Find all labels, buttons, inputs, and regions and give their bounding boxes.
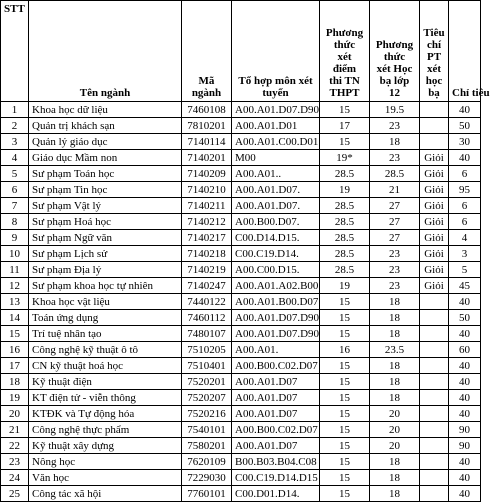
cell-tieu-chi: Giỏi <box>420 262 449 278</box>
table-body <box>1 102 481 502</box>
cell-to-hop: A00.A01.D01 <box>232 118 320 134</box>
header-pt-hb <box>370 1 420 102</box>
cell-chi-tieu: 40 <box>449 486 481 502</box>
cell-diem-hoc-ba: 18 <box>370 390 420 406</box>
cell-diem-tn: 28.5 <box>320 166 370 182</box>
cell-stt: 25 <box>1 486 29 502</box>
cell-diem-tn: 15 <box>320 102 370 118</box>
cell-stt: 11 <box>1 262 29 278</box>
cell-ten-nganh: Sư phạm Vật lý <box>29 198 182 214</box>
cell-ma-nganh: 7440122 <box>182 294 232 310</box>
header-tieu-chi-line: PT <box>426 51 442 63</box>
cell-ten-nganh: Giáo dục Mầm non <box>29 150 182 166</box>
cell-diem-hoc-ba: 18 <box>370 310 420 326</box>
cell-to-hop: A00.C00.D15. <box>232 262 320 278</box>
cell-diem-hoc-ba: 21 <box>370 182 420 198</box>
cell-diem-hoc-ba: 18 <box>370 486 420 502</box>
cell-stt: 19 <box>1 390 29 406</box>
cell-diem-hoc-ba: 23 <box>370 246 420 262</box>
cell-diem-tn: 15 <box>320 326 370 342</box>
cell-to-hop: A00.A01.. <box>232 166 320 182</box>
header-ma-nganh <box>182 1 232 102</box>
cell-to-hop: A00.B00.C02.D07 <box>232 422 320 438</box>
cell-diem-hoc-ba: 23.5 <box>370 342 420 358</box>
cell-chi-tieu: 6 <box>449 198 481 214</box>
cell-ma-nganh: 7140201 <box>182 150 232 166</box>
cell-tieu-chi: Giỏi <box>420 150 449 166</box>
cell-tieu-chi: Giỏi <box>420 182 449 198</box>
cell-ten-nganh: Khoa học dữ liệu <box>29 102 182 118</box>
cell-chi-tieu: 5 <box>449 262 481 278</box>
cell-ten-nganh: Công nghệ thực phẩm <box>29 422 182 438</box>
cell-diem-hoc-ba: 18 <box>370 358 420 374</box>
cell-to-hop: B00.B03.B04.C08 <box>232 454 320 470</box>
cell-tieu-chi <box>420 102 449 118</box>
cell-tieu-chi: Giỏi <box>420 230 449 246</box>
table-row <box>1 422 481 438</box>
cell-ma-nganh: 7140218 <box>182 246 232 262</box>
cell-chi-tieu: 40 <box>449 326 481 342</box>
cell-ma-nganh: 7510401 <box>182 358 232 374</box>
cell-chi-tieu: 90 <box>449 438 481 454</box>
cell-diem-tn: 15 <box>320 454 370 470</box>
cell-to-hop: C00.C19.D14. <box>232 246 320 262</box>
cell-to-hop: A00.A01.D07.D90 <box>232 310 320 326</box>
cell-ma-nganh: 7520216 <box>182 406 232 422</box>
cell-stt: 24 <box>1 470 29 486</box>
cell-chi-tieu: 95 <box>449 182 481 198</box>
cell-diem-tn: 15 <box>320 486 370 502</box>
cell-chi-tieu: 3 <box>449 246 481 262</box>
cell-stt: 10 <box>1 246 29 262</box>
cell-chi-tieu: 40 <box>449 470 481 486</box>
header-to-hop-line: tuyển <box>262 87 289 99</box>
cell-diem-hoc-ba: 27 <box>370 214 420 230</box>
cell-tieu-chi <box>420 310 449 326</box>
cell-ma-nganh: 7540101 <box>182 422 232 438</box>
cell-to-hop: A00.A01.D07. <box>232 182 320 198</box>
cell-to-hop: A00.A01. <box>232 342 320 358</box>
header-stt: STT <box>1 1 29 102</box>
cell-to-hop: A00.A01.A02.B00 <box>232 278 320 294</box>
cell-diem-hoc-ba: 23 <box>370 262 420 278</box>
cell-to-hop: A00.A01.C00.D01 <box>232 134 320 150</box>
cell-chi-tieu: 90 <box>449 422 481 438</box>
cell-ten-nganh: Sư phạm Ngữ văn <box>29 230 182 246</box>
cell-to-hop: C00.C19.D14.D15 <box>232 470 320 486</box>
cell-stt: 9 <box>1 230 29 246</box>
cell-ten-nganh: CN kỹ thuật hoá học <box>29 358 182 374</box>
cell-ten-nganh: Sư phạm Toán học <box>29 166 182 182</box>
cell-to-hop: A00.A01.B00.D07 <box>232 294 320 310</box>
cell-tieu-chi <box>420 470 449 486</box>
cell-to-hop: C00.D01.D14. <box>232 486 320 502</box>
cell-ma-nganh: 7460112 <box>182 310 232 326</box>
cell-chi-tieu: 4 <box>449 230 481 246</box>
header-tieu-chi <box>420 1 449 102</box>
cell-chi-tieu: 50 <box>449 310 481 326</box>
table-row <box>1 278 481 294</box>
cell-tieu-chi <box>420 294 449 310</box>
cell-ten-nganh: Sư phạm Tin học <box>29 182 182 198</box>
cell-chi-tieu: 30 <box>449 134 481 150</box>
cell-diem-tn: 15 <box>320 310 370 326</box>
cell-stt: 7 <box>1 198 29 214</box>
cell-chi-tieu: 40 <box>449 454 481 470</box>
cell-diem-hoc-ba: 20 <box>370 406 420 422</box>
cell-stt: 8 <box>1 214 29 230</box>
header-pt-hb-line: xét Học <box>376 63 413 75</box>
table-row <box>1 406 481 422</box>
cell-tieu-chi <box>420 454 449 470</box>
cell-chi-tieu: 40 <box>449 390 481 406</box>
cell-chi-tieu: 6 <box>449 214 481 230</box>
cell-to-hop: A00.A01.D07. <box>232 198 320 214</box>
cell-diem-tn: 15 <box>320 134 370 150</box>
table-row <box>1 182 481 198</box>
header-pt-hb-line: 12 <box>389 87 400 99</box>
cell-tieu-chi <box>420 134 449 150</box>
table-row <box>1 342 481 358</box>
cell-stt: 18 <box>1 374 29 390</box>
cell-ma-nganh: 7520207 <box>182 390 232 406</box>
cell-ten-nganh: Kỹ thuật xây dựng <box>29 438 182 454</box>
header-pt-hb-line: Phương <box>375 39 414 51</box>
cell-diem-hoc-ba: 28.5 <box>370 166 420 182</box>
cell-chi-tieu: 60 <box>449 342 481 358</box>
cell-ma-nganh: 7140209 <box>182 166 232 182</box>
cell-diem-hoc-ba: 20 <box>370 438 420 454</box>
cell-diem-hoc-ba: 23 <box>370 150 420 166</box>
cell-chi-tieu: 45 <box>449 278 481 294</box>
header-to-hop <box>232 1 320 102</box>
cell-tieu-chi: Giỏi <box>420 278 449 294</box>
cell-chi-tieu: 40 <box>449 358 481 374</box>
cell-diem-hoc-ba: 27 <box>370 230 420 246</box>
table-row <box>1 102 481 118</box>
cell-stt: 6 <box>1 182 29 198</box>
cell-diem-hoc-ba: 19.5 <box>370 102 420 118</box>
cell-ten-nganh: Quản trị khách sạn <box>29 118 182 134</box>
cell-diem-tn: 15 <box>320 358 370 374</box>
cell-stt: 14 <box>1 310 29 326</box>
cell-diem-tn: 15 <box>320 422 370 438</box>
cell-chi-tieu: 40 <box>449 374 481 390</box>
cell-stt: 5 <box>1 166 29 182</box>
cell-ma-nganh: 7140211 <box>182 198 232 214</box>
cell-diem-tn: 19* <box>320 150 370 166</box>
cell-to-hop: A00.A01.D07.D90 <box>232 326 320 342</box>
cell-stt: 17 <box>1 358 29 374</box>
cell-tieu-chi: Giỏi <box>420 198 449 214</box>
cell-stt: 3 <box>1 134 29 150</box>
table-row <box>1 246 481 262</box>
cell-diem-tn: 19 <box>320 278 370 294</box>
cell-diem-tn: 15 <box>320 374 370 390</box>
cell-ten-nganh: Sư phạm khoa học tự nhiên <box>29 278 182 294</box>
cell-stt: 2 <box>1 118 29 134</box>
cell-ma-nganh: 7760101 <box>182 486 232 502</box>
cell-tieu-chi: Giỏi <box>420 246 449 262</box>
cell-chi-tieu: 40 <box>449 294 481 310</box>
table-row <box>1 134 481 150</box>
cell-to-hop: A00.A01.D07 <box>232 438 320 454</box>
header-pt-tn-line: xét <box>337 51 352 63</box>
table-row <box>1 486 481 502</box>
cell-ten-nganh: Sư phạm Hoá học <box>29 214 182 230</box>
header-pt-tn <box>320 1 370 102</box>
table-row <box>1 310 481 326</box>
cell-diem-hoc-ba: 18 <box>370 294 420 310</box>
table-row <box>1 470 481 486</box>
header-pt-tn-line: THPT <box>329 87 360 99</box>
cell-tieu-chi: Giỏi <box>420 214 449 230</box>
cell-ten-nganh: Trí tuệ nhân tạo <box>29 326 182 342</box>
header-pt-tn-line: thi TN <box>329 75 360 87</box>
cell-diem-hoc-ba: 23 <box>370 278 420 294</box>
cell-tieu-chi <box>420 486 449 502</box>
table-row <box>1 118 481 134</box>
cell-to-hop: A00.B00.C02.D07 <box>232 358 320 374</box>
cell-chi-tieu: 50 <box>449 118 481 134</box>
cell-ten-nganh: Toán ứng dụng <box>29 310 182 326</box>
cell-chi-tieu: 40 <box>449 150 481 166</box>
cell-diem-hoc-ba: 18 <box>370 454 420 470</box>
header-tieu-chi-line: chí <box>426 39 442 51</box>
cell-ma-nganh: 7620109 <box>182 454 232 470</box>
cell-ten-nganh: Kỹ thuật điện <box>29 374 182 390</box>
cell-ma-nganh: 7580201 <box>182 438 232 454</box>
header-pt-hb-line: thức <box>383 51 406 63</box>
header-ma-nganh-line: Mã <box>198 75 215 87</box>
cell-tieu-chi <box>420 390 449 406</box>
cell-stt: 1 <box>1 102 29 118</box>
cell-to-hop: A00.B00.D07. <box>232 214 320 230</box>
cell-ma-nganh: 7520201 <box>182 374 232 390</box>
header-pt-hb-line: bạ lớp <box>379 75 410 87</box>
cell-tieu-chi <box>420 406 449 422</box>
cell-diem-tn: 19 <box>320 182 370 198</box>
cell-to-hop: A00.A01.D07 <box>232 374 320 390</box>
cell-diem-hoc-ba: 18 <box>370 326 420 342</box>
cell-stt: 15 <box>1 326 29 342</box>
cell-ma-nganh: 7460108 <box>182 102 232 118</box>
cell-stt: 23 <box>1 454 29 470</box>
header-ten-nganh: Tên ngành <box>29 1 182 102</box>
table-row <box>1 374 481 390</box>
cell-tieu-chi <box>420 438 449 454</box>
cell-ma-nganh: 7510205 <box>182 342 232 358</box>
cell-to-hop: C00.D14.D15. <box>232 230 320 246</box>
cell-ten-nganh: Sư phạm Địa lý <box>29 262 182 278</box>
cell-diem-tn: 15 <box>320 390 370 406</box>
cell-stt: 22 <box>1 438 29 454</box>
table-row <box>1 198 481 214</box>
cell-ten-nganh: KT điện tử - viễn thông <box>29 390 182 406</box>
table-row <box>1 230 481 246</box>
cell-diem-tn: 28.5 <box>320 246 370 262</box>
cell-ma-nganh: 7140210 <box>182 182 232 198</box>
header-to-hop-line: Tổ hợp môn xét <box>238 75 313 87</box>
cell-ten-nganh: Công tác xã hội <box>29 486 182 502</box>
table-row <box>1 150 481 166</box>
cell-stt: 21 <box>1 422 29 438</box>
cell-ten-nganh: Sư phạm Lịch sử <box>29 246 182 262</box>
cell-ma-nganh: 7140114 <box>182 134 232 150</box>
cell-ten-nganh: Khoa học vật liệu <box>29 294 182 310</box>
cell-diem-hoc-ba: 18 <box>370 374 420 390</box>
table-row <box>1 262 481 278</box>
cell-diem-hoc-ba: 18 <box>370 470 420 486</box>
cell-to-hop: A00.A01.D07 <box>232 406 320 422</box>
header-tieu-chi-line: học <box>425 75 443 87</box>
cell-ten-nganh: KTĐK và Tự động hóa <box>29 406 182 422</box>
header-tieu-chi-line: Tiêu <box>423 27 445 39</box>
cell-tieu-chi <box>420 342 449 358</box>
header-pt-tn-line: điểm <box>332 63 357 75</box>
table-row <box>1 390 481 406</box>
header-pt-tn-line: thức <box>333 39 356 51</box>
cell-tieu-chi <box>420 374 449 390</box>
table-row <box>1 294 481 310</box>
cell-diem-tn: 28.5 <box>320 230 370 246</box>
cell-diem-tn: 28.5 <box>320 198 370 214</box>
table-row <box>1 214 481 230</box>
cell-diem-tn: 16 <box>320 342 370 358</box>
cell-stt: 4 <box>1 150 29 166</box>
cell-diem-tn: 15 <box>320 294 370 310</box>
header-chi-tieu: Chỉ tiêu <box>449 1 481 102</box>
cell-ma-nganh: 7140247 <box>182 278 232 294</box>
cell-diem-tn: 28.5 <box>320 262 370 278</box>
cell-diem-hoc-ba: 18 <box>370 134 420 150</box>
cell-ma-nganh: 7140212 <box>182 214 232 230</box>
table-row <box>1 166 481 182</box>
header-tieu-chi-line: bạ <box>428 87 440 99</box>
cell-diem-tn: 15 <box>320 470 370 486</box>
cell-chi-tieu: 40 <box>449 102 481 118</box>
cell-diem-tn: 17 <box>320 118 370 134</box>
table-row <box>1 358 481 374</box>
cell-chi-tieu: 6 <box>449 166 481 182</box>
cell-ten-nganh: Quản lý giáo dục <box>29 134 182 150</box>
cell-ma-nganh: 7480107 <box>182 326 232 342</box>
cell-to-hop: A00.A01.D07.D90 <box>232 102 320 118</box>
cell-diem-hoc-ba: 20 <box>370 422 420 438</box>
cell-stt: 12 <box>1 278 29 294</box>
cell-stt: 16 <box>1 342 29 358</box>
table-row <box>1 454 481 470</box>
cell-ma-nganh: 7140219 <box>182 262 232 278</box>
header-pt-tn-line: Phương <box>325 27 364 39</box>
table-header <box>1 1 490 102</box>
header-tieu-chi-line: xét <box>426 63 442 75</box>
cell-ten-nganh: Công nghệ kỹ thuật ô tô <box>29 342 182 358</box>
cell-ma-nganh: 7229030 <box>182 470 232 486</box>
header-ma-nganh-line: ngành <box>191 87 222 99</box>
cell-ma-nganh: 7140217 <box>182 230 232 246</box>
cell-to-hop: A00.A01.D07 <box>232 390 320 406</box>
cell-diem-tn: 15 <box>320 438 370 454</box>
cell-tieu-chi <box>420 422 449 438</box>
cell-diem-hoc-ba: 27 <box>370 198 420 214</box>
cell-tieu-chi <box>420 118 449 134</box>
cell-diem-tn: 28.5 <box>320 214 370 230</box>
cell-stt: 13 <box>1 294 29 310</box>
table-row <box>1 438 481 454</box>
cell-to-hop: M00 <box>232 150 320 166</box>
cell-stt: 20 <box>1 406 29 422</box>
cell-ma-nganh: 7810201 <box>182 118 232 134</box>
table-row <box>1 326 481 342</box>
cell-chi-tieu: 40 <box>449 406 481 422</box>
cell-tieu-chi <box>420 358 449 374</box>
cell-tieu-chi <box>420 326 449 342</box>
cell-diem-hoc-ba: 23 <box>370 118 420 134</box>
cell-ten-nganh: Nông học <box>29 454 182 470</box>
cell-tieu-chi: Giỏi <box>420 166 449 182</box>
cell-ten-nganh: Văn học <box>29 470 182 486</box>
cell-diem-tn: 15 <box>320 406 370 422</box>
